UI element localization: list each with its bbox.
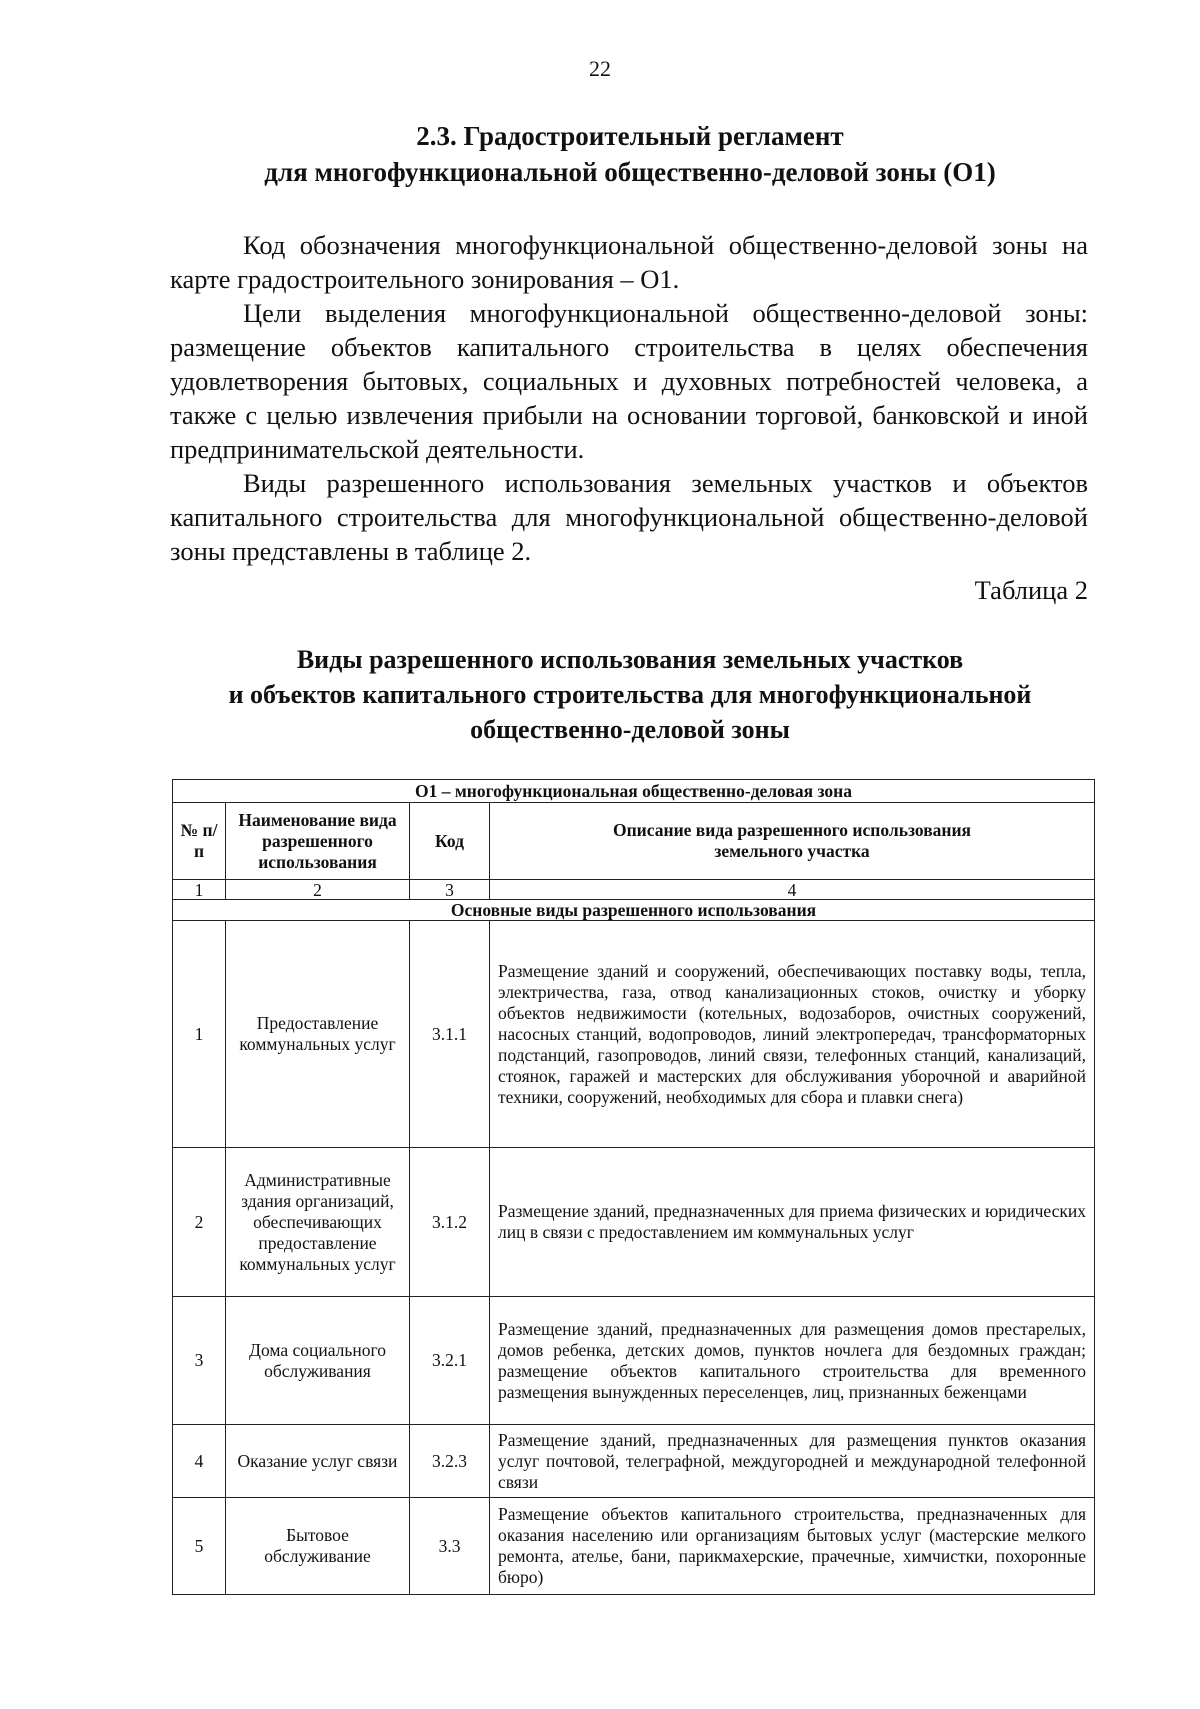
page-number: 22 (589, 56, 611, 81)
table-row (173, 1297, 1095, 1425)
row-name: Дома социального обслуживания (226, 1297, 410, 1425)
row-name: Оказание услуг связи (226, 1425, 410, 1498)
row-code: 3.2.3 (410, 1425, 490, 1498)
section-title-line2: для многофункциональной общественно-деловой зоны (О1) (264, 157, 996, 187)
row-num: 5 (173, 1498, 226, 1595)
row-name: Административные здания организаций, обеспечивающих предоставление коммунальных услуг (226, 1148, 410, 1297)
col-number: 2 (226, 880, 410, 900)
table-title (170, 642, 1090, 747)
section-title-line1: 2.3. Градостроительный регламент (416, 121, 844, 151)
row-num: 3 (173, 1297, 226, 1425)
group-header-row (173, 900, 1095, 921)
row-desc: Размещение зданий, предназначенных для размещения пунктов оказания услуг почтовой, телеграфной, междугородней и международной телефонной связи (490, 1425, 1095, 1498)
table-row (173, 1148, 1095, 1297)
table-row (173, 1425, 1095, 1498)
zone-header-row (173, 780, 1095, 803)
row-code: 3.1.1 (410, 921, 490, 1148)
paragraph-permitted-uses: Виды разрешенного использования земельных участков и объектов капитального строительства для многофункциональной общественно-деловой зоны представлены в таблице 2. (170, 468, 1088, 566)
permitted-uses-table (172, 779, 1095, 1595)
col-number: 4 (490, 880, 1095, 900)
table-title-line2: и объектов капитального строительства для многофункциональной (228, 680, 1032, 709)
column-header-row (173, 803, 1095, 880)
paragraph-zone-goals: Цели выделения многофункциональной общественно-деловой зоны: размещение объектов капитального строительства в целях обеспечения удовлетворения бытовых, социальных и духовных потребностей человека, а также с целью извлечения прибыли на основании торговой, банковской и иной предпринимательской деятельности. (170, 298, 1088, 464)
table-row (173, 921, 1095, 1148)
col-header-num: № п/п (173, 803, 226, 880)
row-name: Бытовое обслуживание (226, 1498, 410, 1595)
table-title-line1: Виды разрешенного использования земельных участков (296, 645, 964, 674)
row-desc: Размещение зданий, предназначенных для размещения домов престарелых, домов ребенка, детских домов, пунктов ночлега для бездомных граждан; размещение объектов капитального строительства для временного размещения вынужденных переселенцев, лиц, признанных беженцами (490, 1297, 1095, 1425)
table-row (173, 1498, 1095, 1595)
col-header-name: Наименование вида разрешенного использования (226, 803, 410, 880)
zone-header-cell: О1 – многофункциональная общественно-деловая зона (173, 780, 1095, 803)
row-name: Предоставление коммунальных услуг (226, 921, 410, 1148)
row-code: 3.3 (410, 1498, 490, 1595)
column-number-row (173, 880, 1095, 900)
row-num: 2 (173, 1148, 226, 1297)
col-number: 3 (410, 880, 490, 900)
col-header-desc: Описание вида разрешенного использования земельного участка (490, 803, 1095, 880)
table-title-line3: общественно-деловой зоны (470, 715, 790, 744)
row-num: 4 (173, 1425, 226, 1498)
paragraph-zone-code: Код обозначения многофункциональной общественно-деловой зоны на карте градостроительного зонирования – О1. (170, 230, 1088, 294)
col-header-code: Код (410, 803, 490, 880)
body-text (170, 228, 1088, 568)
row-code: 3.2.1 (410, 1297, 490, 1425)
table-label: Таблица 2 (974, 575, 1088, 605)
section-heading (170, 118, 1090, 190)
row-desc: Размещение объектов капитального строительства, предназначенных для оказания населению или организациям бытовых услуг (мастерские мелкого ремонта, ателье, бани, парикмахерские, прачечные, химчистки, похоронные бюро) (490, 1498, 1095, 1595)
row-num: 1 (173, 921, 226, 1148)
row-desc: Размещение зданий, предназначенных для приема физических и юридических лиц в связи с предоставлением им коммунальных услуг (490, 1148, 1095, 1297)
group-header-cell: Основные виды разрешенного использования (173, 900, 1095, 921)
row-desc: Размещение зданий и сооружений, обеспечивающих поставку воды, тепла, электричества, газа, отвод канализационных стоков, очистку и уборку объектов недвижимости (котельных, водозаборов, очистных сооружений, насосных станций, водопроводов, линий электропередач, трансформаторных подстанций, газопроводов, линий связи, телефонных станций, канализаций, стоянок, гаражей и мастерских для обслуживания уборочной и аварийной техники, сооружений, необходимых для сбора и плавки снега) (490, 921, 1095, 1148)
row-code: 3.1.2 (410, 1148, 490, 1297)
col-number: 1 (173, 880, 226, 900)
